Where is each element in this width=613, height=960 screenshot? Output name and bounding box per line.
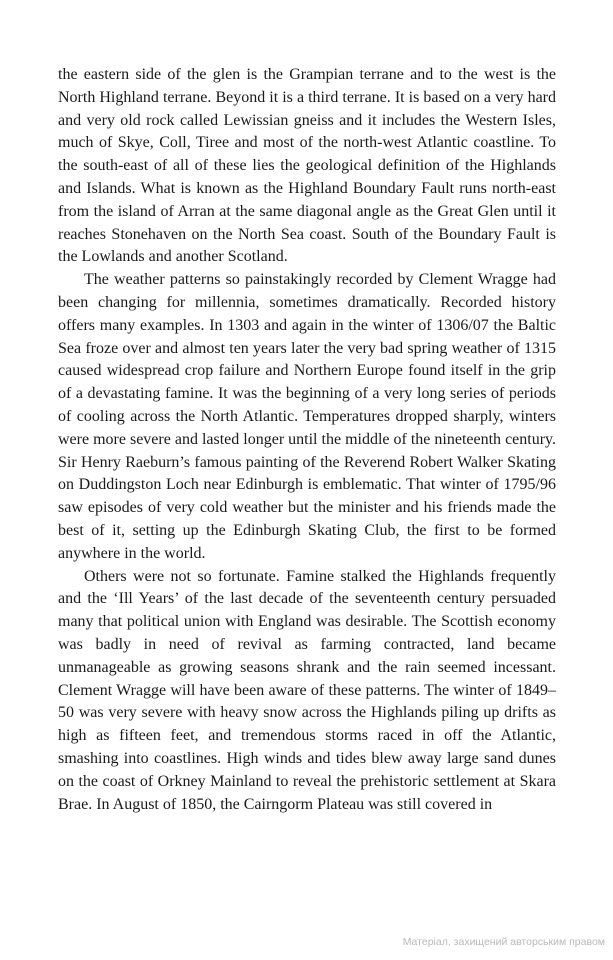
document-body [58,64,556,816]
paragraph-2: The weather patterns so painstakingly recorded by Clement Wragge had been changing for millennia, sometimes dramatically. Recorded history offers many examples. In 1303 and again in the winter of 1306/07 the Baltic Sea froze over and almost ten years later the very bad spring weather of 1315 caused widespread crop failure and Northern Europe found itself in the grip of a devastating famine. It was the beginning of a very long series of periods of cooling across the North Atlantic. Temperatures dropped sharply, winters were more severe and lasted longer until the middle of the nineteenth century. Sir Henry Raeburn’s famous painting of the Reverend Robert Walker Skating on Duddingston Loch near Edinburgh is emblematic. That winter of 1795/96 saw episodes of very cold weather but the minister and his friends made the best of it, setting up the Edinburgh Skating Club, the first to be formed anywhere in the world. [58,271,556,562]
copyright-watermark: Матеріал, захищений авторським правом [402,936,605,948]
paragraph-1: the eastern side of the glen is the Grampian terrane and to the west is the North Highland terrane. Beyond it is a third terrane. It is based on a very hard and very old rock called Lewissian gneiss and it includes the Western Isles, much of Skye, Coll, Tiree and most of the north-west Atlantic coastline. To the south-east of all of these lies the geological definition of the Highlands and Islands. What is known as the Highland Boundary Fault runs north-east from the island of Arran at the same diagonal angle as the Great Glen until it reaches Stonehaven on the North Sea coast. South of the Boundary Fault is the Lowlands and another Scotland. [58,66,556,266]
paragraph-3: Others were not so fortunate. Famine stalked the Highlands frequently and the ‘Ill Years’ of the last decade of the seventeenth century persuaded many that political union with England was desirable. The Scottish economy was badly in need of revival as farming contracted, land became unmanageable as growing seasons shrank and the rain seemed incessant. Clement Wragge will have been aware of these patterns. The winter of 1849–50 was very severe with heavy snow across the Highlands piling up drifts as high as fifteen feet, and tremendous storms raced in off the Atlantic, smashing into coastlines. High winds and tides blew away large sand dunes on the coast of Orkney Mainland to reveal the prehistoric settlement at Skara Brae. In August of 1850, the Cairngorm Plateau was still covered in [58,567,556,813]
